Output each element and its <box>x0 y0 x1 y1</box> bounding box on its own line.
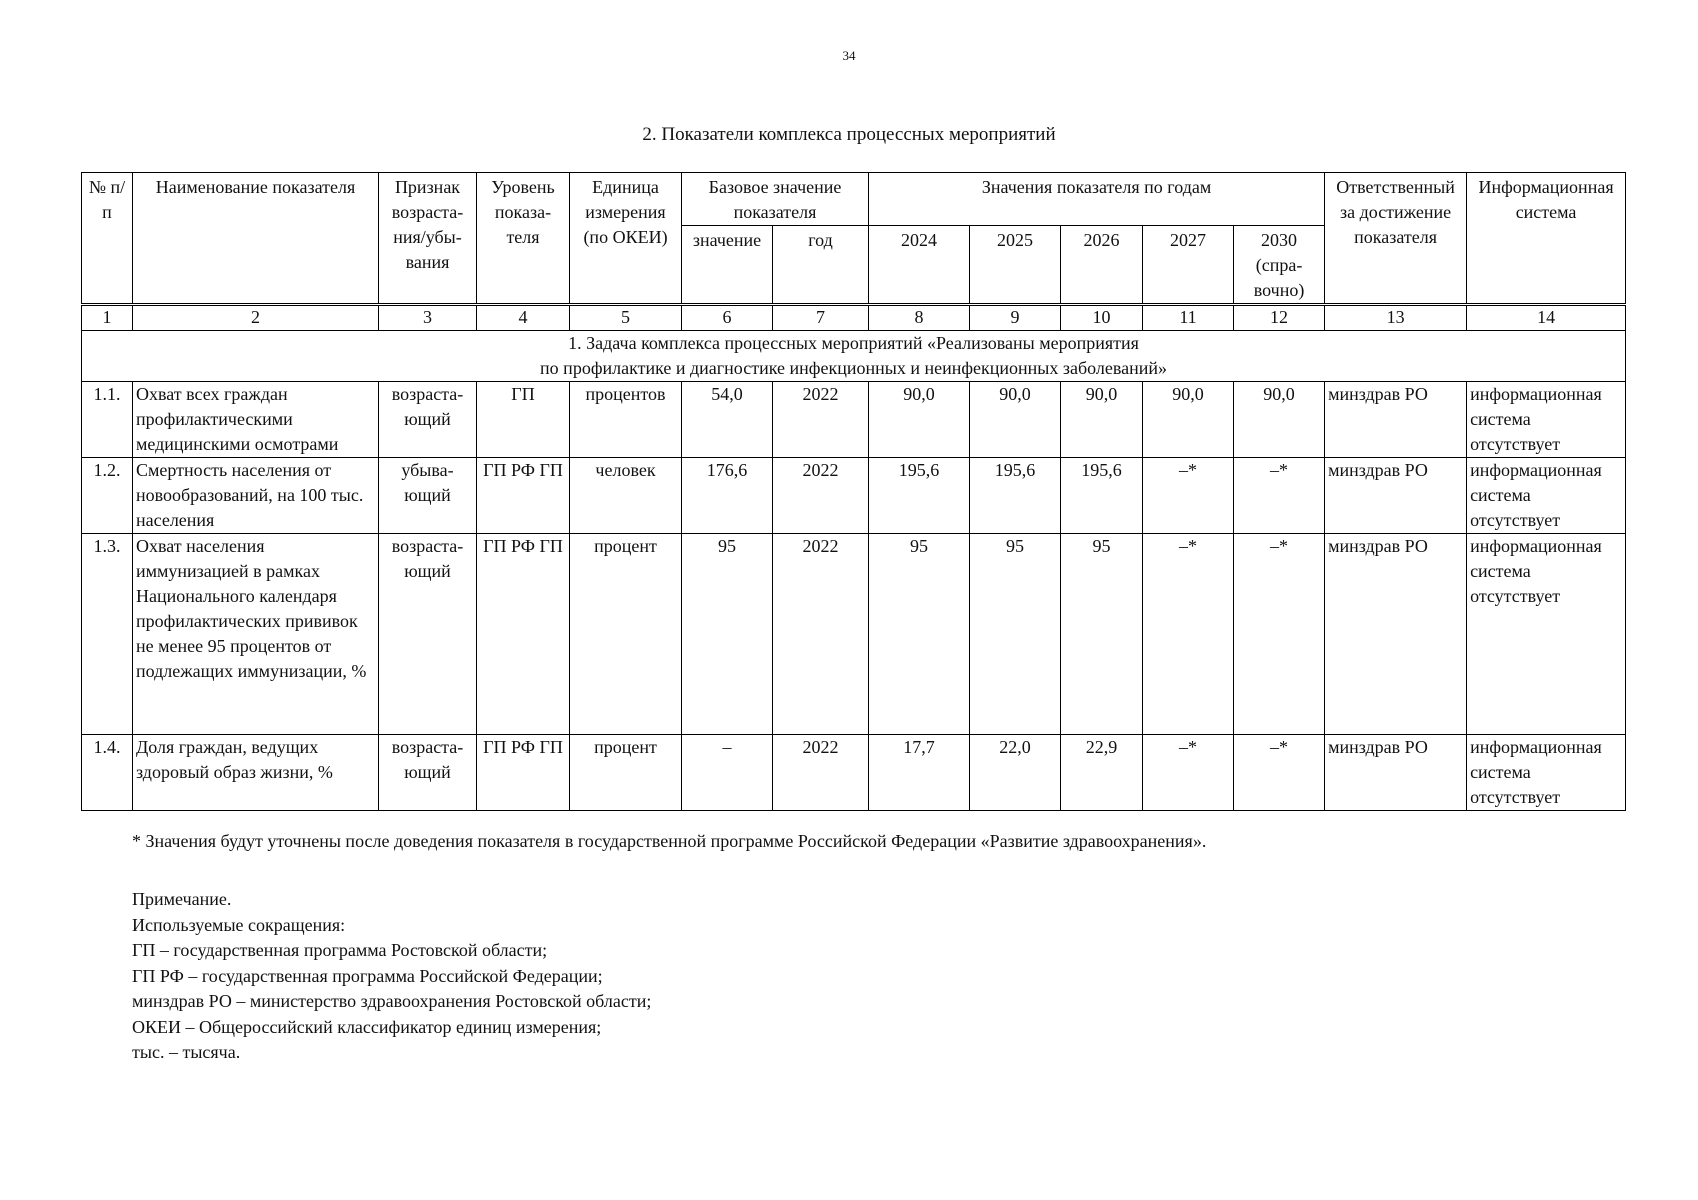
header-unit: Единица измерения (по ОКЕИ) <box>570 173 682 305</box>
row-trend: возраста-ющий <box>379 382 477 458</box>
row-info-system: информационная система отсутствует <box>1467 735 1626 811</box>
row-level: ГП РФ ГП <box>477 458 570 534</box>
row-num: 1.4. <box>82 735 133 811</box>
row-unit: человек <box>570 458 682 534</box>
note-line: Используемые сокращения: <box>132 914 346 935</box>
row-value-2026: 95 <box>1061 534 1143 735</box>
note-line: минздрав РО – министерство здравоохранения Ростовской области; <box>132 991 652 1011</box>
column-number: 5 <box>570 305 682 331</box>
header-trend: Признак возраста-ния/убы-вания <box>379 173 477 305</box>
row-level: ГП РФ ГП <box>477 735 570 811</box>
header-base-year: год <box>773 226 869 305</box>
row-responsible: минздрав РО <box>1325 382 1467 458</box>
task-row <box>82 331 1626 382</box>
row-level: ГП РФ ГП <box>477 534 570 735</box>
table-row <box>82 382 1626 458</box>
row-value-2024: 90,0 <box>869 382 970 458</box>
row-unit: процент <box>570 534 682 735</box>
task-title-line: по профилактике и диагностике инфекционных и неинфекционных заболеваний» <box>540 358 1167 378</box>
header-level: Уровень показа-теля <box>477 173 570 305</box>
column-number: 12 <box>1234 305 1325 331</box>
footnote: * Значения будут уточнены после доведения показателя в государственной программе Российской Федерации «Развитие здравоохранения». <box>132 831 1207 851</box>
column-number: 7 <box>773 305 869 331</box>
row-base-value: – <box>682 735 773 811</box>
row-num: 1.1. <box>82 382 133 458</box>
header-values: Значения показателя по годам <box>869 173 1325 226</box>
column-numbers-row <box>82 305 1626 331</box>
header-info-system: Информационная система <box>1467 173 1626 305</box>
column-number: 9 <box>970 305 1061 331</box>
row-level: ГП <box>477 382 570 458</box>
header-year-2027: 2027 <box>1143 226 1234 305</box>
row-num: 1.2. <box>82 458 133 534</box>
row-base-value: 95 <box>682 534 773 735</box>
row-info-system: информационная система отсутствует <box>1467 458 1626 534</box>
row-base-year: 2022 <box>773 534 869 735</box>
header-base: Базовое значение показателя <box>682 173 869 226</box>
note-line: ГП – государственная программа Ростовской области; <box>132 940 548 960</box>
row-unit: процентов <box>570 382 682 458</box>
column-number: 13 <box>1325 305 1467 331</box>
note-line: ОКЕИ – Общероссийский классификатор единиц измерения; <box>132 1016 602 1037</box>
header-year-2024: 2024 <box>869 226 970 305</box>
row-base-value: 176,6 <box>682 458 773 534</box>
table-row <box>82 735 1626 811</box>
row-trend: убыва-ющий <box>379 458 477 534</box>
row-responsible: минздрав РО <box>1325 735 1467 811</box>
row-name: Охват населения иммунизацией в рамках Национального календаря профилактических прививок не менее 95 процентов от подлежащих иммунизации, % <box>133 534 379 735</box>
row-value-2025: 22,0 <box>970 735 1061 811</box>
row-responsible: минздрав РО <box>1325 458 1467 534</box>
row-value-2024: 17,7 <box>869 735 970 811</box>
indicators-table <box>81 172 1626 811</box>
row-info-system: информационная система отсутствует <box>1467 382 1626 458</box>
row-value-2024: 95 <box>869 534 970 735</box>
header-responsible: Ответственный за достижение показателя <box>1325 173 1467 305</box>
column-number: 8 <box>869 305 970 331</box>
row-value-2024: 195,6 <box>869 458 970 534</box>
table-row <box>82 534 1626 735</box>
column-number: 11 <box>1143 305 1234 331</box>
row-unit: процент <box>570 735 682 811</box>
column-number: 10 <box>1061 305 1143 331</box>
header-year-2030: 2030 (спра-вочно) <box>1234 226 1325 305</box>
header-year-2025: 2025 <box>970 226 1061 305</box>
header-num: № п/п <box>82 173 133 305</box>
page-number: 34 <box>842 48 856 63</box>
row-base-year: 2022 <box>773 382 869 458</box>
row-value-2030: 90,0 <box>1234 382 1325 458</box>
task-title-line: 1. Задача комплекса процессных мероприятий «Реализованы мероприятия <box>568 333 1139 353</box>
row-info-system: информационная система отсутствует <box>1467 534 1626 735</box>
row-value-2027: –* <box>1143 735 1234 811</box>
note-line: ГП РФ – государственная программа Российской Федерации; <box>132 965 603 986</box>
column-number: 4 <box>477 305 570 331</box>
row-value-2027: 90,0 <box>1143 382 1234 458</box>
row-value-2025: 95 <box>970 534 1061 735</box>
row-trend: возраста-ющий <box>379 534 477 735</box>
task-title <box>82 331 1626 382</box>
header-name: Наименование показателя <box>133 173 379 305</box>
row-trend: возраста-ющий <box>379 735 477 811</box>
row-value-2030: –* <box>1234 735 1325 811</box>
column-number: 6 <box>682 305 773 331</box>
row-value-2027: –* <box>1143 534 1234 735</box>
row-value-2026: 22,9 <box>1061 735 1143 811</box>
column-number: 2 <box>133 305 379 331</box>
table-row <box>82 458 1626 534</box>
notes-block <box>132 887 651 1066</box>
row-value-2025: 90,0 <box>970 382 1061 458</box>
row-base-year: 2022 <box>773 458 869 534</box>
row-value-2025: 195,6 <box>970 458 1061 534</box>
header-year-2026: 2026 <box>1061 226 1143 305</box>
row-value-2026: 90,0 <box>1061 382 1143 458</box>
row-base-year: 2022 <box>773 735 869 811</box>
row-num: 1.3. <box>82 534 133 735</box>
row-base-value: 54,0 <box>682 382 773 458</box>
column-number: 3 <box>379 305 477 331</box>
column-number: 14 <box>1467 305 1626 331</box>
row-name: Смертность населения от новообразований, на 100 тыс. населения <box>133 458 379 534</box>
header-base-value: значение <box>682 226 773 305</box>
column-number: 1 <box>82 305 133 331</box>
row-name: Охват всех граждан профилактическими медицинскими осмотрами <box>133 382 379 458</box>
row-responsible: минздрав РО <box>1325 534 1467 735</box>
note-heading: Примечание. <box>132 889 232 909</box>
row-value-2026: 195,6 <box>1061 458 1143 534</box>
row-name: Доля граждан, ведущих здоровый образ жизни, % <box>133 735 379 811</box>
header-row-1 <box>82 173 1626 226</box>
section-title: 2. Показатели комплекса процессных мероприятий <box>642 124 1056 145</box>
note-line: тыс. – тысяча. <box>132 1042 241 1062</box>
row-value-2027: –* <box>1143 458 1234 534</box>
row-value-2030: –* <box>1234 534 1325 735</box>
row-value-2030: –* <box>1234 458 1325 534</box>
